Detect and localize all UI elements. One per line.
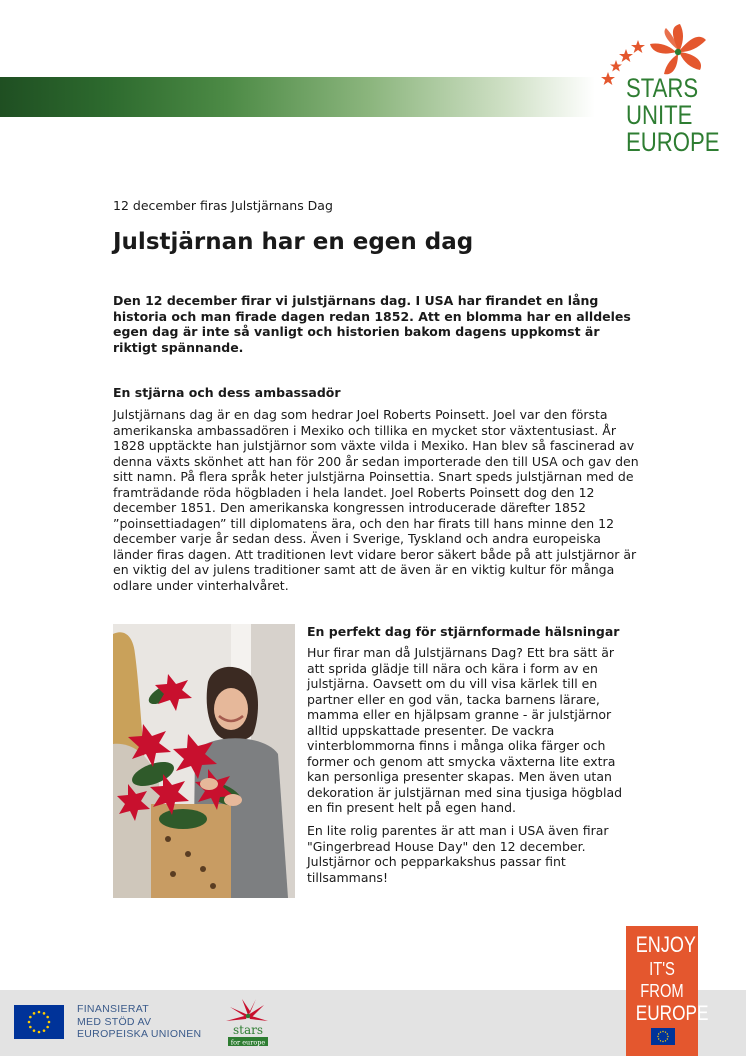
enjoy-line: ENJOY bbox=[635, 932, 696, 957]
eu-star-icon bbox=[46, 1016, 49, 1019]
stars-logo-word: stars bbox=[232, 1023, 264, 1037]
logo-line: STARS bbox=[626, 73, 699, 103]
eu-star-icon bbox=[667, 1038, 668, 1039]
enjoy-europe-text bbox=[635, 932, 709, 1026]
section-body-greetings: Hur firar man då Julstjärnans Dag? Ett bra sätt är att sprida glädje till nära och kära i form av en julstjärna. Oavsett om du vill visa kärlek till en partner eller en god vän, tacka barnens lärare, mamma eller en hjälpsam granne - är julstjärnor alltid uppskattade presenter. De vackra vinterblommorna finns i många olika färger och former och genom att smycka växterna lite extra kan personliga presenter skapas. Men även utan dekoration är julstjärnan med sina tjusiga högblad en fin present helt på egen hand. bbox=[307, 645, 623, 815]
section-heading-greetings: En perfekt dag för stjärnformade hälsningar bbox=[307, 624, 620, 639]
eu-text-line: FINANSIERAT bbox=[77, 1003, 149, 1015]
stars-unite-europe-logo-text bbox=[626, 73, 720, 157]
poinsettia-gift-photo bbox=[113, 624, 295, 898]
enjoy-europe-badge bbox=[626, 926, 709, 1056]
section-heading-ambassador: En stjärna och dess ambassadör bbox=[113, 385, 341, 400]
header-gradient-bar bbox=[0, 77, 595, 117]
logo-line: EUROPE bbox=[626, 127, 720, 157]
enjoy-line: IT'S FROM bbox=[640, 959, 684, 1001]
eu-star-icon bbox=[38, 1031, 41, 1034]
eu-star-icon bbox=[33, 1029, 36, 1032]
eu-flag-small-icon bbox=[651, 1028, 675, 1045]
eu-text-line: EUROPEISKA UNIONEN bbox=[77, 1028, 202, 1040]
eu-star-icon bbox=[43, 1029, 46, 1032]
eu-star-icon bbox=[665, 1040, 666, 1041]
eu-star-icon bbox=[658, 1038, 659, 1039]
eu-funding-text bbox=[77, 1003, 201, 1041]
eu-star-icon bbox=[657, 1036, 658, 1037]
eu-star-icon bbox=[662, 1041, 663, 1042]
eu-star-icon bbox=[667, 1036, 668, 1037]
eu-star-icon bbox=[46, 1026, 49, 1029]
eu-star-icon bbox=[660, 1031, 661, 1032]
eu-star-icon bbox=[43, 1012, 46, 1015]
eu-star-icon bbox=[33, 1012, 36, 1015]
article-kicker: 12 december firas Julstjärnans Dag bbox=[113, 198, 333, 213]
eu-star-icon bbox=[658, 1033, 659, 1034]
eu-star-icon bbox=[29, 1016, 32, 1019]
eu-star-icon bbox=[48, 1021, 51, 1024]
eu-text-line: MED STÖD AV bbox=[77, 1015, 152, 1028]
eu-star-icon bbox=[38, 1011, 41, 1014]
eu-star-icon bbox=[665, 1031, 666, 1032]
eu-star-icon bbox=[28, 1021, 31, 1024]
poinsettia-icon bbox=[222, 997, 274, 1047]
enjoy-line: EUROPE bbox=[635, 1002, 709, 1025]
eu-star-icon bbox=[29, 1026, 32, 1029]
article-title: Julstjärnan har en egen dag bbox=[113, 229, 474, 255]
eu-star-icon bbox=[662, 1031, 663, 1032]
eu-star-icon bbox=[660, 1040, 661, 1041]
section-body-gingerbread: En lite rolig parentes är att man i USA även firar "Gingerbread House Day" den 12 december. Julstjärnor och pepparkakshus passar fint tillsammans! bbox=[307, 823, 609, 885]
eu-flag-icon bbox=[14, 1005, 64, 1039]
logo-line: UNITE bbox=[626, 100, 693, 130]
section-body-ambassador: Julstjärnans dag är en dag som hedrar Joel Roberts Poinsett. Joel var den första amerikanska ambassadören i Mexiko och tillika en mycket stor växtentusiast. År 1828 upptäckte han julstjärnor som växte vilda i Mexiko. Han blev så fascinerad av denna växts skönhet att han för 200 år sedan importerade den till USA och gav den sitt namn. På flera språk heter julstjärna Poinsettia. Snart speds julstjärnan med de framträdande röda högbladen i hela landet. Joel Roberts Poinsett dog den 12 december 1851. Den amerikanska kongressen introducerade därefter 1852 ”poinsettiadagen” till diplomatens ära, och den har firats till hans minne den 12 december varje år sedan dess. Även i Sverige, Tyskland och andra europeiska länder firas dagen. Att traditionen levt vidare beror säkert både på att julstjärnor är en viktig del av julens traditioner samt att de även är en viktig kultur för många odlare under vinterhalvåret. bbox=[113, 407, 639, 593]
article-lead: Den 12 december firar vi julstjärnans dag. I USA har firandet en lång historia och man firade dagen redan 1852. Att en blomma har en alldeles egen dag är inte så vanligt och historien bakom dagens uppkomst är riktigt spännande. bbox=[113, 293, 631, 355]
stars-logo-sub: for europe bbox=[230, 1038, 266, 1047]
eu-star-icon bbox=[667, 1033, 668, 1034]
